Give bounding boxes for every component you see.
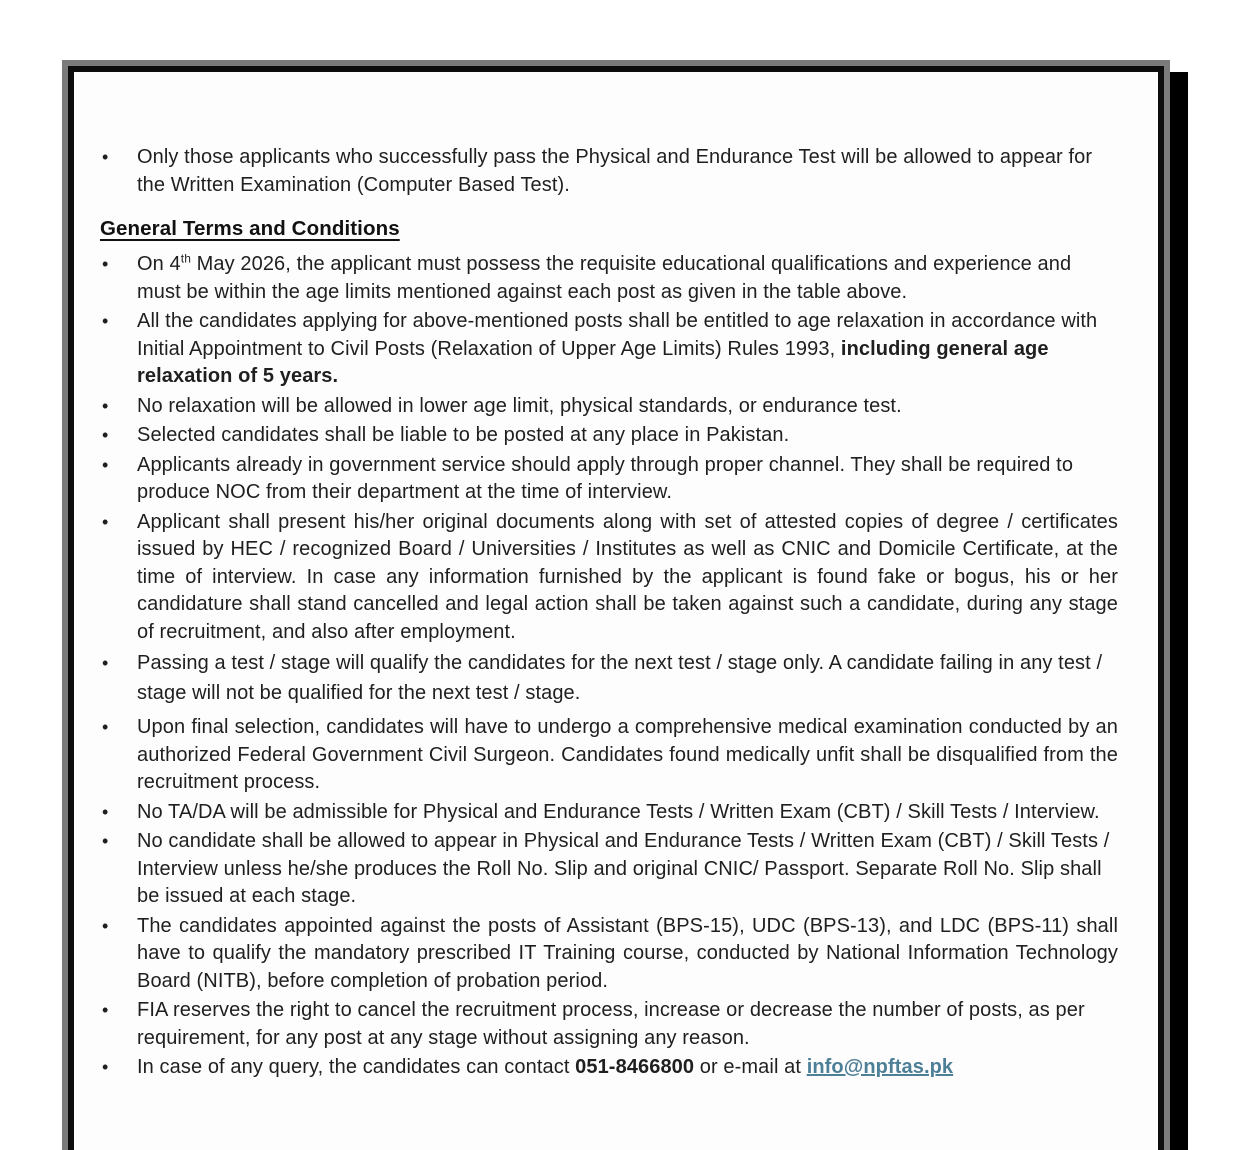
terms-list <box>100 251 1118 1082</box>
term-item <box>100 714 1118 797</box>
term-item <box>100 1054 1118 1082</box>
bold-text: 051-8466800 <box>575 1056 695 1078</box>
term-item <box>100 308 1118 391</box>
term-text <box>137 799 1118 827</box>
bold-text: including general age relaxation of 5 years. <box>137 337 1049 387</box>
bullet-icon: • <box>102 717 109 737</box>
plain-text: Applicant shall present his/her original documents along with set of attested copies of degree / certificates issued by HEC / recognized Board / Universities / Institutes as well as CNIC and Domicile Certificate, at the time of interview. In case any information furnished by the applicant is found fake or bogus, his or her candidature shall stand cancelled and legal action shall be taken against such a candidate, during any stage of recruitment, and also after employment. <box>137 510 1118 643</box>
term-item <box>100 913 1118 996</box>
page-frame <box>62 60 1170 1150</box>
bullet-icon: • <box>102 511 109 532</box>
term-item <box>100 509 1118 647</box>
term-text <box>137 828 1118 911</box>
document-page <box>68 66 1164 1150</box>
term-text <box>137 144 1118 199</box>
bullet-icon: • <box>102 1057 109 1077</box>
bullet-icon: • <box>102 1000 109 1020</box>
plain-text: Selected candidates shall be liable to be posted at any place in Pakistan. <box>137 424 790 446</box>
plain-text: Passing a test / stage will qualify the candidates for the next test / stage only. A candidate failing in any test / stage will not be qualified for the next test / stage. <box>137 652 1103 704</box>
term-item <box>100 648 1118 708</box>
bullet-icon: • <box>102 425 109 445</box>
term-text <box>137 1054 1118 1082</box>
term-text <box>137 913 1118 996</box>
term-item <box>100 828 1118 911</box>
term-text <box>137 452 1118 507</box>
term-item <box>100 393 1118 421</box>
term-text <box>137 997 1118 1052</box>
term-text <box>137 509 1118 647</box>
term-item <box>100 144 1118 199</box>
plain-text: Applicants already in government service should apply through proper channel. They shall be required to produce NOC from their department at the time of interview. <box>137 453 1074 503</box>
plain-text: The candidates appointed against the posts of Assistant (BPS-15), UDC (BPS-13), and LDC (BPS-11) shall have to qualify the mandatory prescribed IT Training course, conducted by National Information Technology Board (NITB), before completion of probation period. <box>137 914 1118 992</box>
term-item <box>100 251 1118 306</box>
bullet-icon: • <box>102 831 109 851</box>
bullet-icon: • <box>102 395 109 416</box>
plain-text: All the candidates applying for above-mentioned posts shall be entitled to age relaxation in accordance with Initial Appointment to Civil Posts (Relaxation of Upper Age Limits) Rules 1993, <box>137 310 1098 360</box>
bullet-icon: • <box>102 801 109 822</box>
bullet-icon: • <box>102 653 109 673</box>
section-heading: General Terms and Conditions <box>100 217 400 240</box>
plain-text: Upon final selection, candidates will have to undergo a comprehensive medical examination conducted by an authorized Federal Government Civil Surgeon. Candidates found medically unfit shall be disqualified from the recruitment process. <box>137 716 1118 793</box>
bullet-icon: • <box>102 147 109 167</box>
term-text <box>137 251 1118 306</box>
bullet-icon: • <box>102 254 109 274</box>
term-text <box>137 308 1118 391</box>
plain-text: May 2026, the applicant must possess the requisite educational qualifications and experience and must be within the age limits mentioned against each post as given in the table above. <box>137 253 1072 303</box>
plain-text: Only those applicants who successfully pass the Physical and Endurance Test will be allowed to appear for the Written Examination (Computer Based Test). <box>137 146 1093 196</box>
term-item <box>100 452 1118 507</box>
intro-list <box>100 144 1118 199</box>
term-text <box>137 393 1118 421</box>
bullet-icon: • <box>102 311 109 331</box>
plain-text: or e-mail at <box>694 1056 807 1078</box>
superscript-text: th <box>180 251 191 266</box>
plain-text: On 4 <box>137 253 181 275</box>
term-item <box>100 799 1118 827</box>
term-text <box>137 714 1118 797</box>
plain-text: No relaxation will be allowed in lower age limit, physical standards, or endurance test. <box>137 394 902 417</box>
bullet-icon: • <box>102 915 109 936</box>
plain-text: No candidate shall be allowed to appear in Physical and Endurance Tests / Written Exam (CBT) / Skill Tests / Interview unless he/she produces the Roll No. Slip and original CNIC/ Passport. Separate Roll No. Slip shall be issued at each stage. <box>137 830 1110 907</box>
plain-text: In case of any query, the candidates can contact <box>137 1056 576 1078</box>
bullet-icon: • <box>102 454 109 475</box>
term-item <box>100 422 1118 450</box>
plain-text: No TA/DA will be admissible for Physical and Endurance Tests / Written Exam (CBT) / Skill Tests / Interview. <box>137 800 1100 823</box>
email-link[interactable]: info@npftas.pk <box>806 1056 954 1078</box>
term-text <box>137 422 1118 450</box>
plain-text: FIA reserves the right to cancel the recruitment process, increase or decrease the number of posts, as per requirement, for any post at any stage without assigning any reason. <box>137 999 1085 1049</box>
term-item <box>100 997 1118 1052</box>
term-text <box>137 648 1118 708</box>
